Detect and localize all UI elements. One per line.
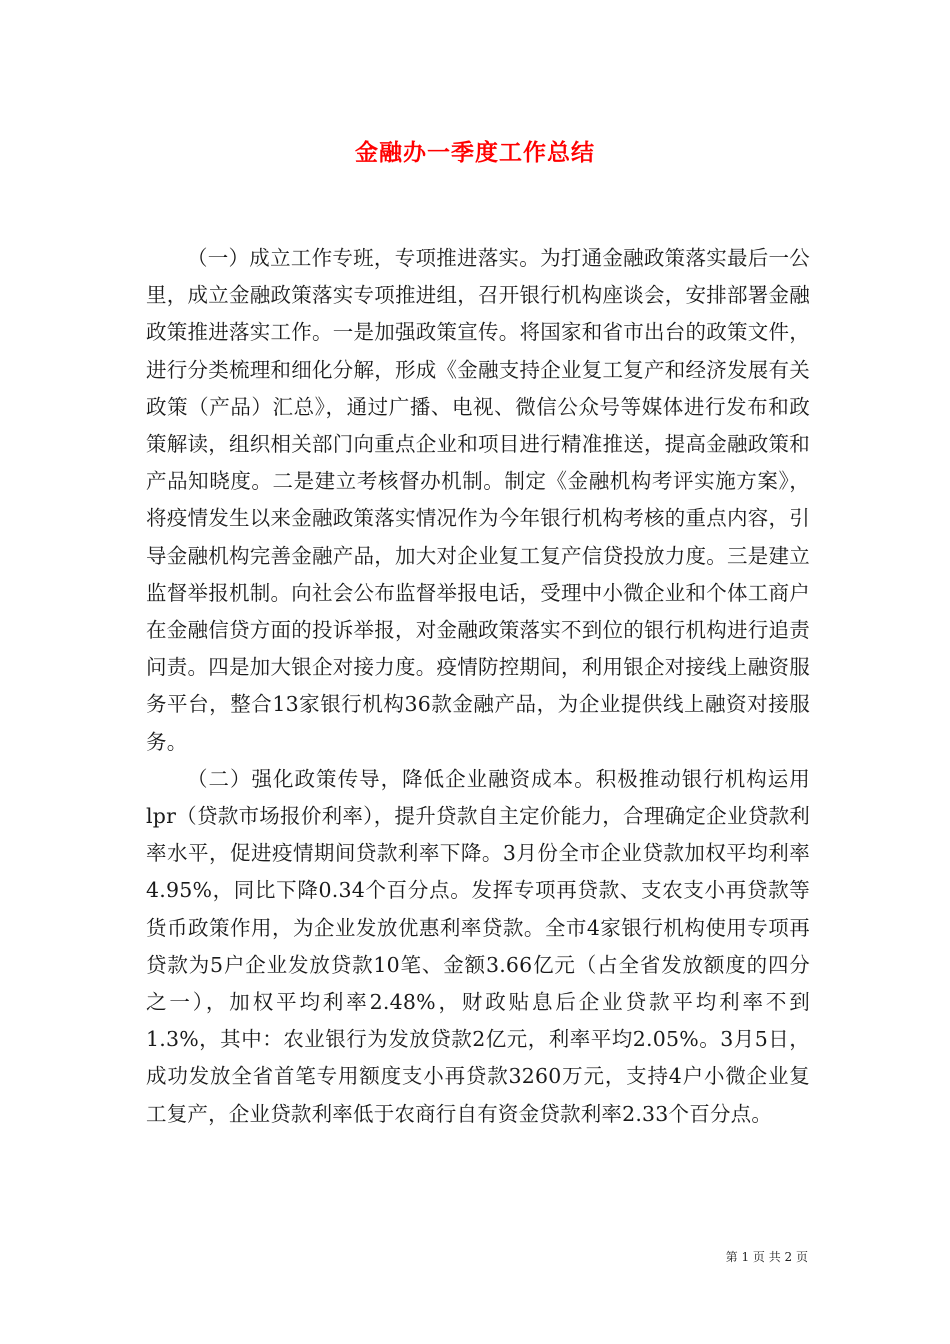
document-title: 金融办一季度工作总结 [355, 140, 595, 166]
paragraph-2: （二）强化政策传导，降低企业融资成本。积极推动银行机构运用lpr（贷款市场报价利率），提升贷款自主定价能力，合理确定企业贷款利率水平，促进疫情期间贷款利率下降。3月份全市企业贷款加权平均利率4.95%，同比下降0.34个百分点。发挥专项再贷款、支农支小再贷款等货币政策作用，为企业发放优惠利率贷款。全市4家银行机构使用专项再贷款为5户企业发放贷款10笔、金额3.66亿元（占全省发放额度的四分之一），加权平均利率2.48%，财政贴息后企业贷款平均利率不到1.3%，其中：农业银行为发放贷款2亿元，利率平均2.05%。3月5日，成功发放全省首笔专用额度支小再贷款3260万元，支持4户小微企业复工复产，企业贷款利率低于农商行自有资金贷款利率2.33个百分点。 [146, 766, 810, 1126]
document-body [146, 240, 810, 1133]
paragraph-1: （一）成立工作专班，专项推进落实。为打通金融政策落实最后一公里，成立金融政策落实专项推进组，召开银行机构座谈会，安排部署金融政策推进落实工作。一是加强政策宣传。将国家和省市出台的政策文件，进行分类梳理和细化分解，形成《金融支持企业复工复产和经济发展有关政策（产品）汇总》，通过广播、电视、微信公众号等媒体进行发布和政策解读，组织相关部门向重点企业和项目进行精准推送，提高金融政策和产品知晓度。二是建立考核督办机制。制定《金融机构考评实施方案》，将疫情发生以来金融政策落实情况作为今年银行机构考核的重点内容，引导金融机构完善金融产品，加大对企业复工复产信贷投放力度。三是建立监督举报机制。向社会公布监督举报电话，受理中小微企业和个体工商户在金融信贷方面的投诉举报，对金融政策落实不到位的银行机构进行追责问责。四是加大银企对接力度。疫情防控期间，利用银企对接线上融资服务平台，整合13家银行机构36款金融产品，为企业提供线上融资对接服务。 [146, 246, 810, 754]
page-footer [726, 1248, 808, 1265]
page-number-label: 第 1 页 共 2 页 [725, 1250, 808, 1264]
